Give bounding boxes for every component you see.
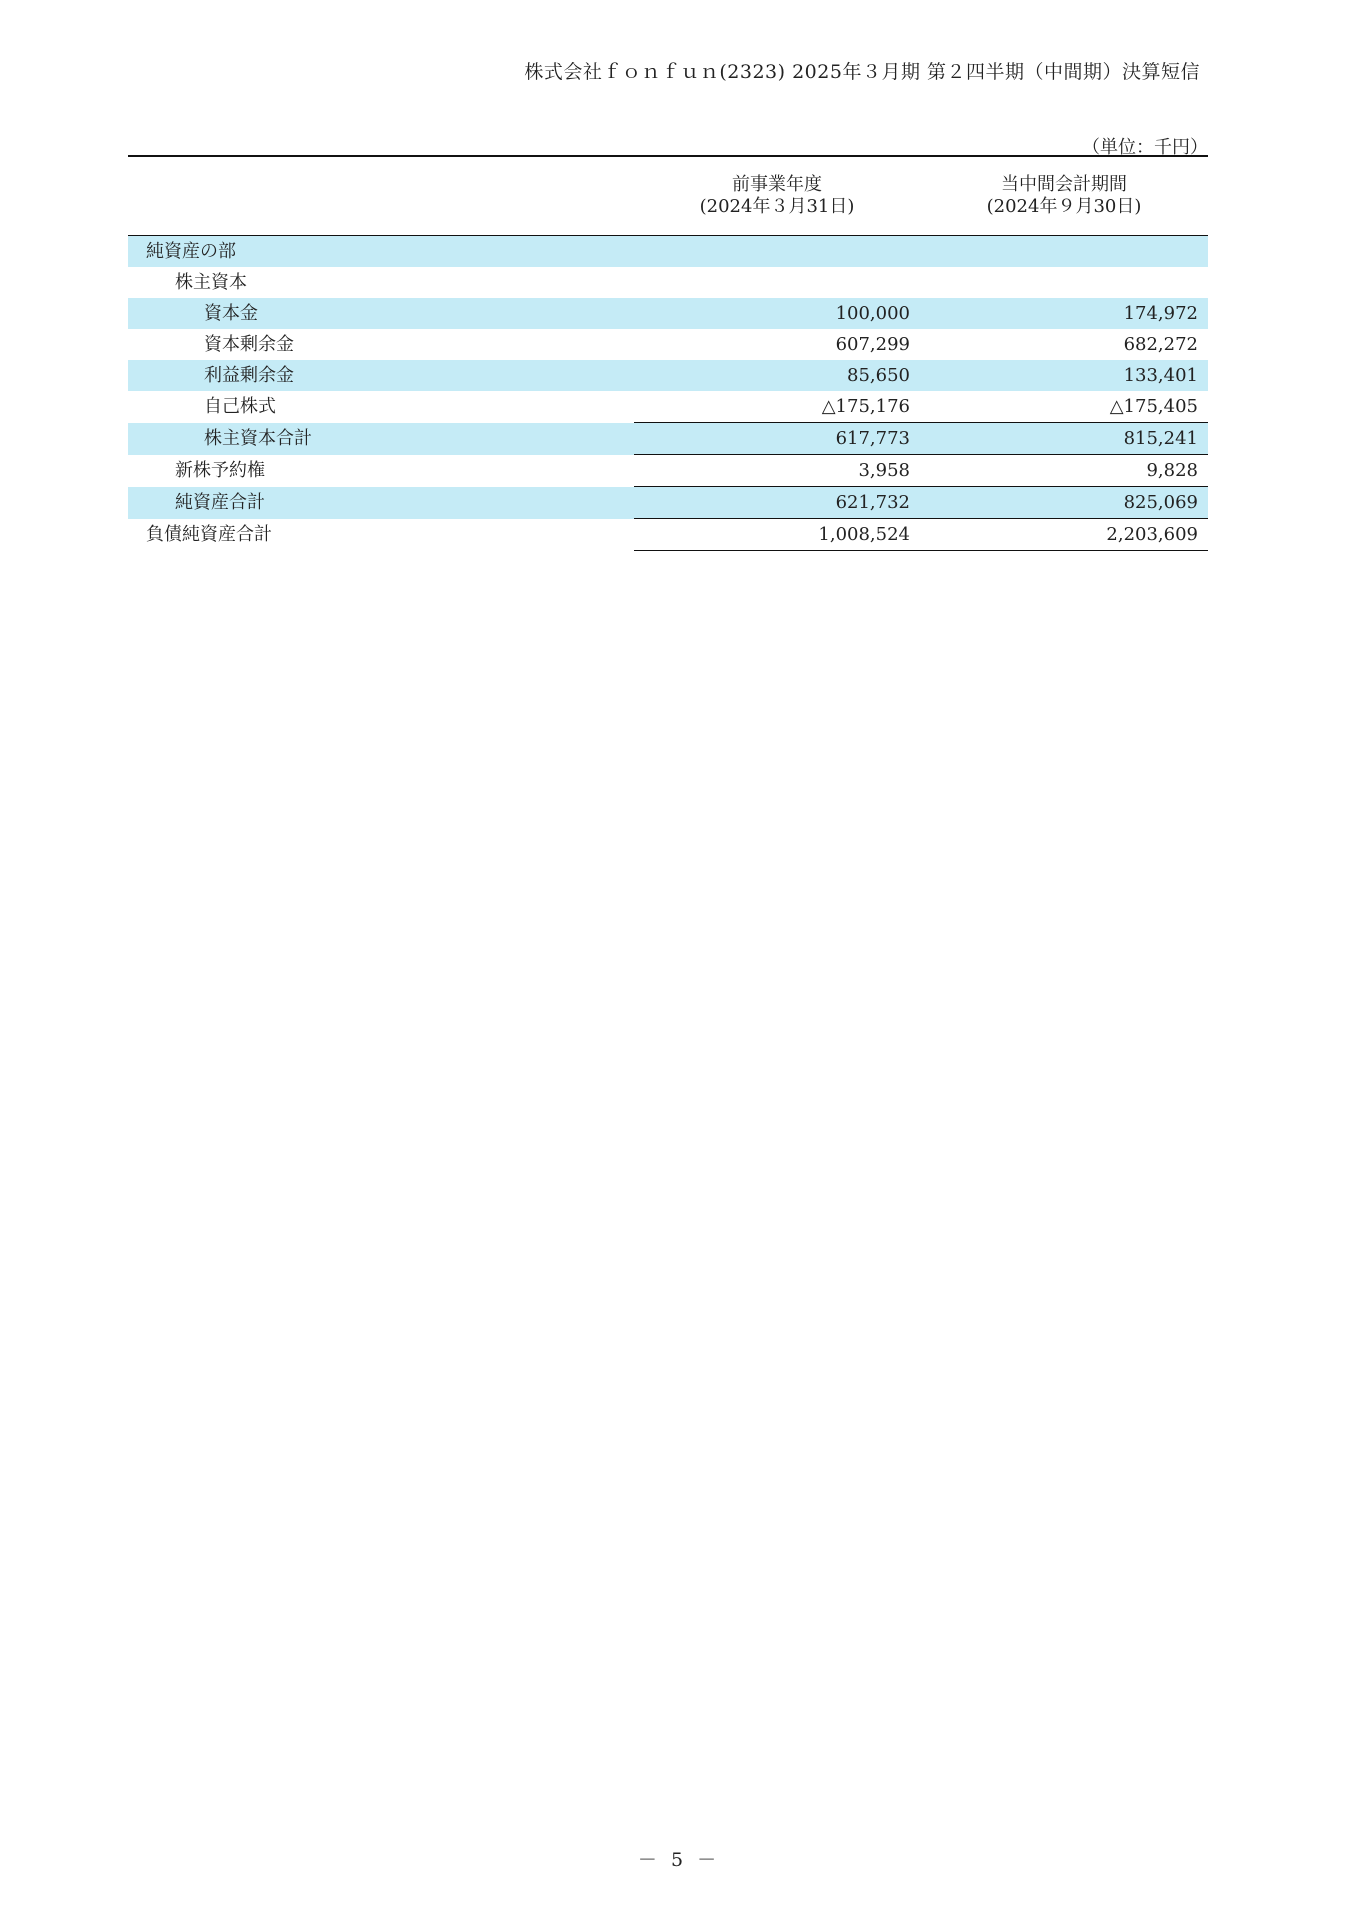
header-current-period-name: 当中間会計期間 <box>1001 174 1127 195</box>
row-value-prior: 100,000 <box>634 298 920 329</box>
row-value-prior: 607,299 <box>835 334 910 355</box>
row-value-prior: 85,650 <box>634 360 920 391</box>
row-value-prior: 1,008,524 <box>634 519 920 551</box>
page-number: － 5 － <box>637 1849 721 1871</box>
row-value-current: 174,972 <box>920 298 1208 329</box>
table-row-total <box>128 487 1208 519</box>
table-row <box>128 298 1208 329</box>
row-value-prior <box>634 267 920 298</box>
row-label: 株主資本合計 <box>128 423 634 455</box>
row-value-current: 2,203,609 <box>920 519 1208 551</box>
table-row <box>128 329 1208 360</box>
row-value-current <box>920 236 1208 268</box>
row-label: 株主資本 <box>175 272 247 293</box>
header-current-period-date: (2024年９月30日) <box>986 196 1142 217</box>
row-value-current: △175,405 <box>1109 396 1198 417</box>
row-value-prior: 621,732 <box>634 487 920 519</box>
row-label: 資本剰余金 <box>204 334 294 355</box>
table-header-row <box>128 156 1208 236</box>
header-prior-period-name: 前事業年度 <box>732 174 822 195</box>
row-label: 純資産の部 <box>128 236 634 268</box>
row-value-prior: 3,958 <box>634 455 920 487</box>
header-label-cell <box>128 156 634 236</box>
table-row-subtotal <box>128 423 1208 455</box>
table-row <box>128 267 1208 298</box>
row-value-current: 9,828 <box>920 455 1208 487</box>
row-value-prior <box>634 236 920 268</box>
table-row <box>128 455 1208 487</box>
row-value-prior: △175,176 <box>821 396 910 417</box>
row-value-current <box>920 267 1208 298</box>
table-row <box>128 236 1208 268</box>
document-header: 株式会社ｆｏｎｆｕｎ(2323) 2025年３月期 第２四半期（中間期）決算短信 <box>524 61 1200 83</box>
net-assets-table <box>128 155 1208 551</box>
row-value-prior: 617,773 <box>634 423 920 455</box>
row-label: 負債純資産合計 <box>146 524 272 545</box>
row-value-current: 133,401 <box>920 360 1208 391</box>
row-value-current: 682,272 <box>1123 334 1198 355</box>
row-label: 利益剰余金 <box>128 360 634 391</box>
row-label: 資本金 <box>128 298 634 329</box>
balance-sheet-table-container <box>128 155 1208 551</box>
unit-label: （単位：千円） <box>1082 137 1208 158</box>
header-prior-period-date: (2024年３月31日) <box>699 196 855 217</box>
header-current-period <box>920 156 1208 236</box>
row-label: 純資産合計 <box>128 487 634 519</box>
row-label: 自己株式 <box>204 396 276 418</box>
row-value-current: 815,241 <box>920 423 1208 455</box>
header-prior-period <box>634 156 920 236</box>
table-row <box>128 391 1208 423</box>
row-label: 新株予約権 <box>175 460 265 481</box>
row-value-current: 825,069 <box>920 487 1208 519</box>
table-row-grand-total <box>128 519 1208 551</box>
table-row <box>128 360 1208 391</box>
